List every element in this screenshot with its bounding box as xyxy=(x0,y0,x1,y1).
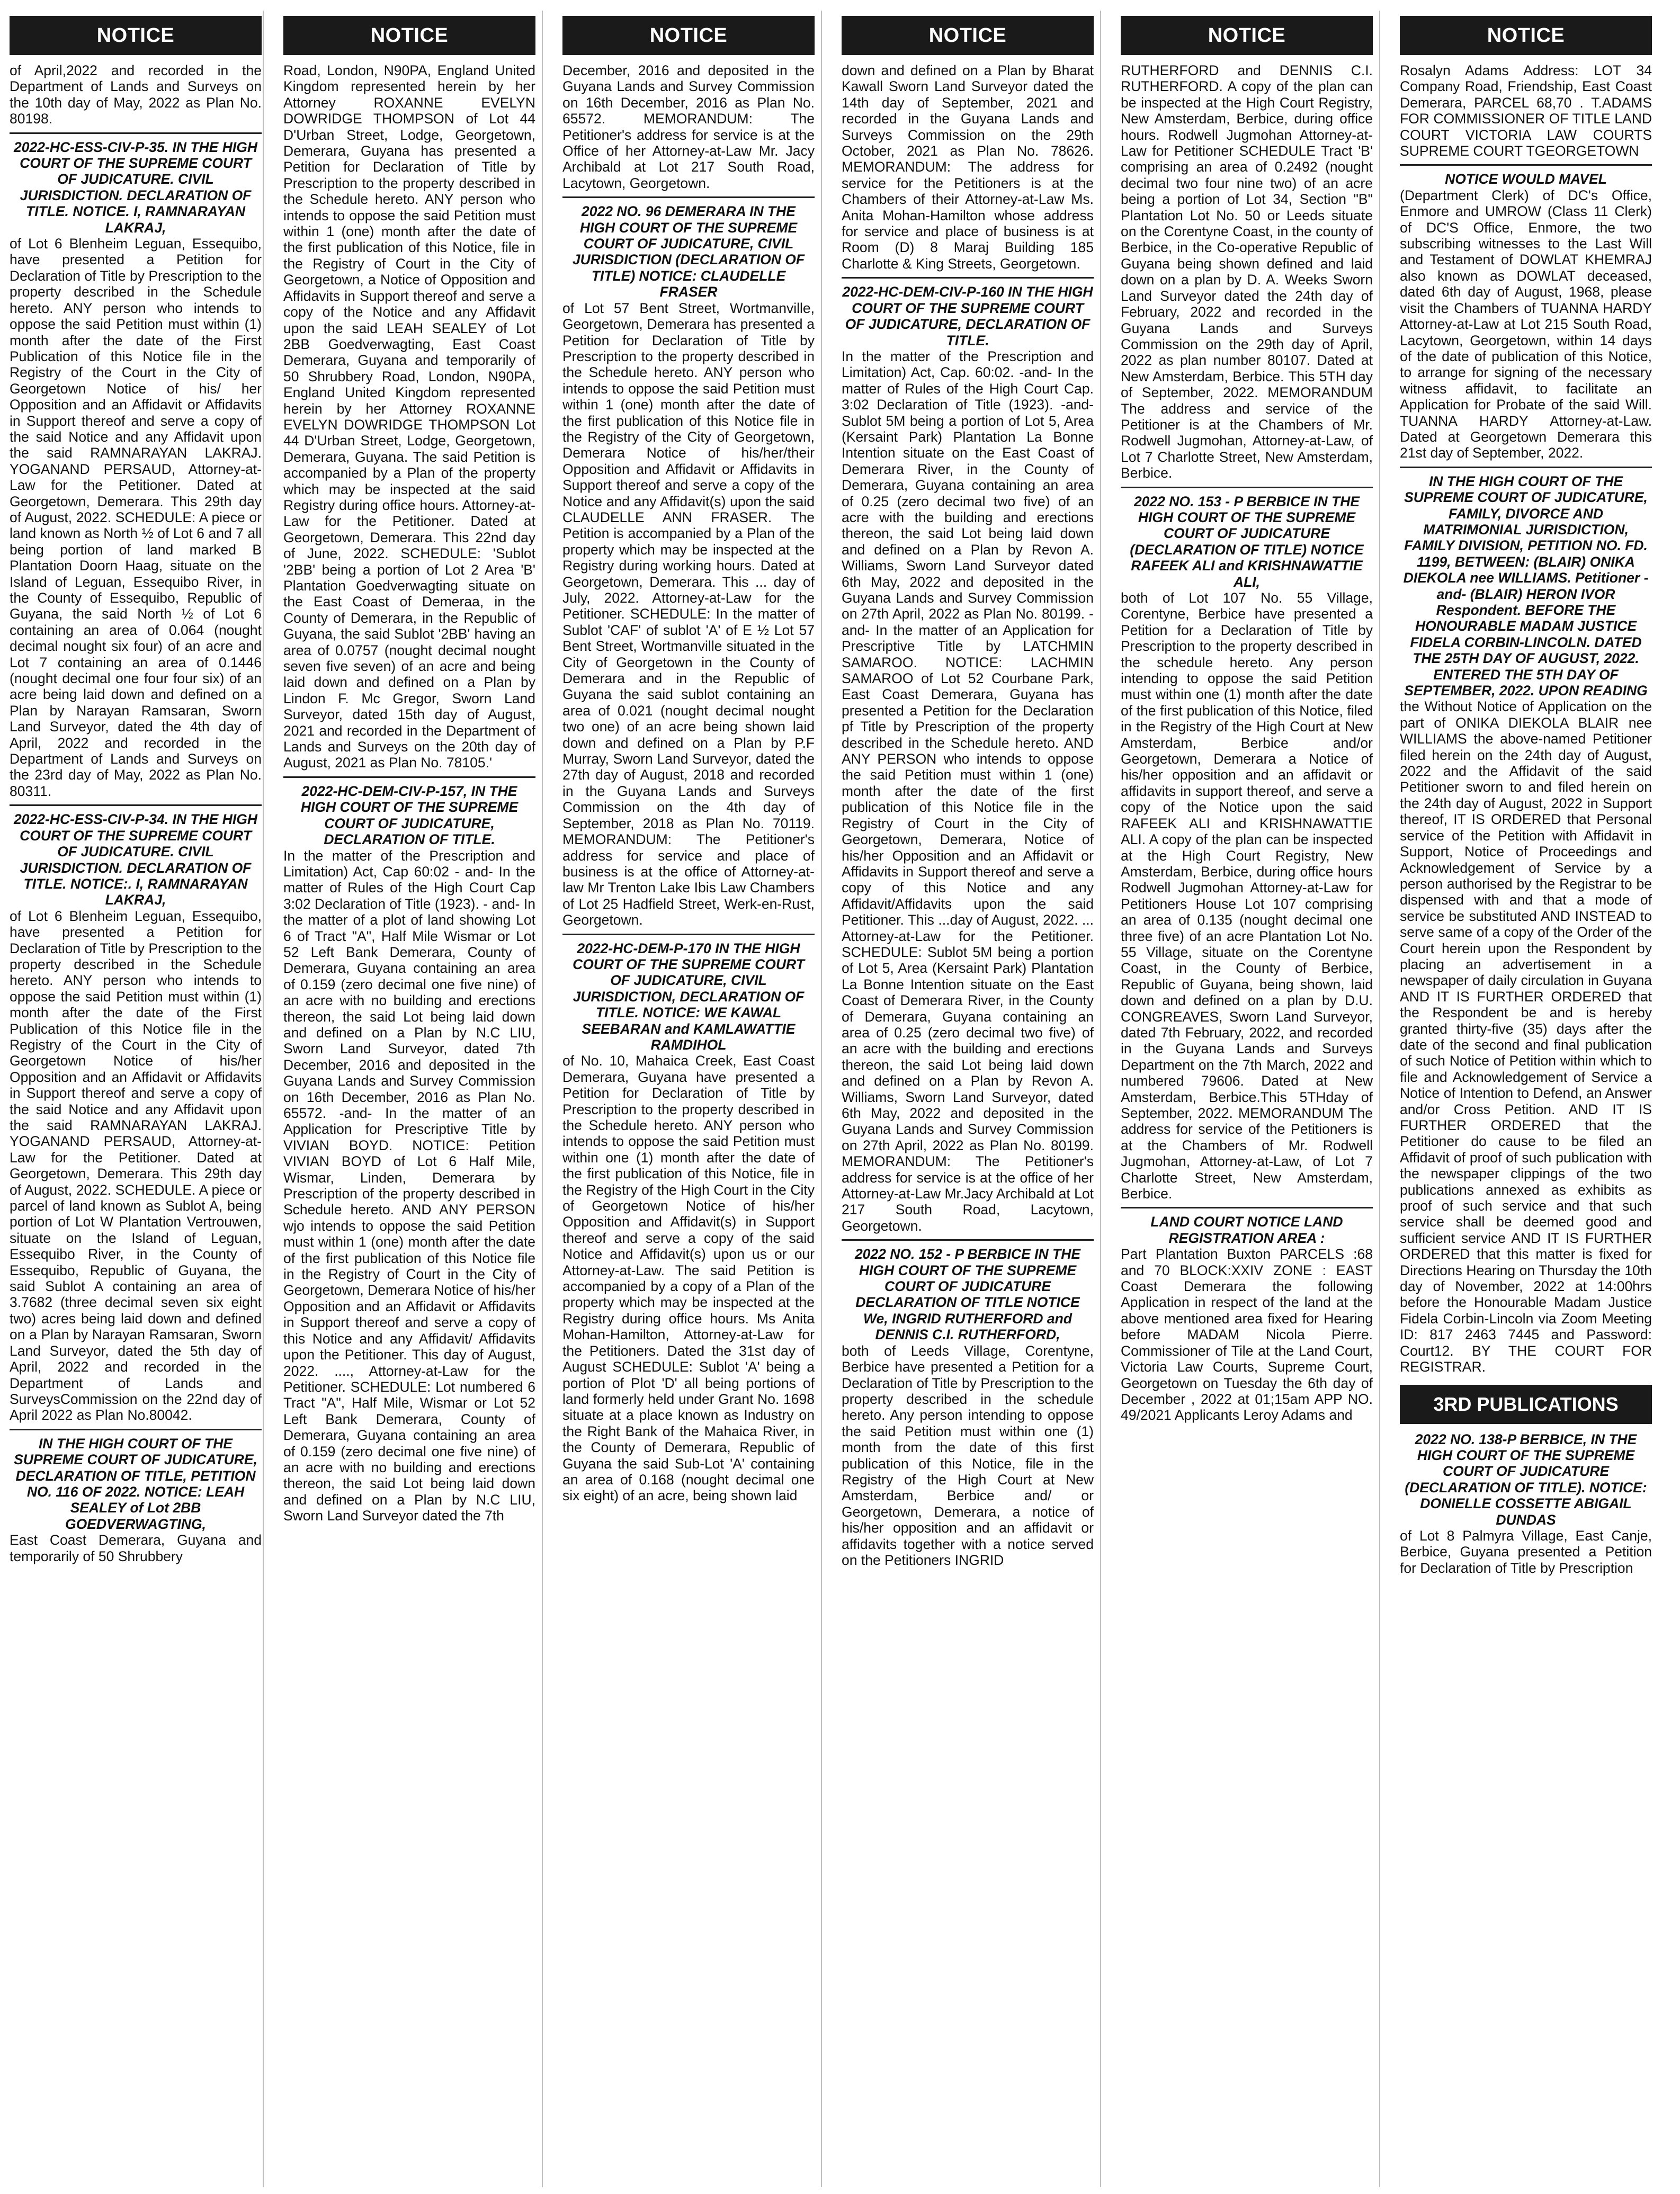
notice-heading: 2022 NO. 96 DEMERARA IN THE HIGH COURT OF THE SUPREME COURT OF JUDICATURE, CIVIL JURISDICTION (DECLARATION OF TITLE) NOTICE: CLAUDELLE FRASER xyxy=(572,203,805,300)
notice-heading: 2022-HC-DEM-P-170 IN THE HIGH COURT OF THE SUPREME COURT OF JUDICATURE, CIVIL JURISDICTION, DECLARATION OF TITLE. NOTICE: WE KAWAL SEEBARAN and KAMLAWATTIE RAMDIHOL xyxy=(573,940,805,1053)
column-header: NOTICE xyxy=(1400,16,1652,55)
notice-heading: 2022-HC-ESS-CIV-P-34. IN THE HIGH COURT OF THE SUPREME COURT OF JUDICATURE. CIVIL JURISDICTION. DECLARATION OF TITLE. NOTICE:. I, RAMNARAYAN LAKRAJ, xyxy=(14,811,257,908)
notice-heading: IN THE HIGH COURT OF THE SUPREME COURT OF JUDICATURE, FAMILY, DIVORCE AND MATRIMONIAL JURISDICTION, FAMILY DIVISION, PETITION NO. FD. 1199, BETWEEN: (BLAIR) ONIKA DIEKOLA nee WILLIAMS. Petitioner -and- (BLAIR) HERON IVOR Respondent. BEFORE THE HONOURABLE MADAM JUSTICE FIDELA CORBIN-LINCOLN. DATED THE 25TH DAY OF AUGUST, 2022. ENTERED THE 5TH DAY OF SEPTEMBER, 2022. UPON READING xyxy=(1403,473,1649,699)
notice-body: East Coast Demerara, Guyana and temporarily of 50 Shrubbery xyxy=(10,1532,262,1564)
column-header: NOTICE xyxy=(562,16,815,55)
notice-continuation: of April,2022 and recorded in the Department of Lands and Surveys on the 10th day of May, 2022 as Plan No. 80198. xyxy=(10,62,262,127)
notice-divider xyxy=(10,804,262,806)
notice-divider xyxy=(10,1429,262,1430)
notice-heading: 2022 NO. 153 - P BERBICE IN THE HIGH COURT OF THE SUPREME COURT OF JUDICATURE (DECLARATION OF TITLE) NOTICE RAFEEK ALI and KRISHNAWATTIE ALI, xyxy=(1130,493,1364,590)
notice-heading: 2022-HC-DEM-CIV-P-160 IN THE HIGH COURT OF THE SUPREME COURT OF JUDICATURE, DECLARATION OF TITLE. xyxy=(842,284,1093,348)
notice-body: both of Leeds Village, Corentyne, Berbice have presented a Petition for a Declaration of Title by Prescription to the property described in the schedule hereto. Any person intending to oppose the said Petition must within one (1) month from the date of this first publication of this Notice, file in the Registry of the High Court at New Amsterdam, Berbice and/ or Georgetown, Demerara, a notice of his/her opposition and an affidavit or affidavits together with a notice served on the Petitioners INGRID xyxy=(842,1342,1094,1568)
column-5 xyxy=(1121,16,1373,2187)
column-divider xyxy=(542,11,543,2187)
notice xyxy=(1121,494,1373,1202)
notice-body: of Lot 8 Palmyra Village, East Canje, Berbice, Guyana presented a Petition for Declaration of Title by Prescription xyxy=(1400,1527,1652,1576)
notice-heading: 2022 NO. 152 - P BERBICE IN THE HIGH COURT OF THE SUPREME COURT OF JUDICATURE DECLARATION OF TITLE NOTICE We, INGRID RUTHERFORD and DENNIS C.I. RUTHERFORD, xyxy=(854,1246,1081,1343)
notice-heading: 2022 NO. 138-P BERBICE, IN THE HIGH COURT OF THE SUPREME COURT OF JUDICATURE (DECLARATION OF TITLE). NOTICE: DONIELLE COSSETTE ABIGAIL DUNDAS xyxy=(1405,1431,1647,1528)
notice xyxy=(1400,1431,1652,1577)
notice-body: both of Lot 107 No. 55 Village, Corentyne, Berbice have presented a Petition for a Declaration of Title by Prescription to the property described in the schedule hereto. Any person intending to oppose the said Petition must within one (1) month after the date of the first publication of this Notice, filed in the Registry of the High Court at New Amsterdam, Berbice and/or Georgetown, Demerara a Notice of his/her opposition and an affidavit or affidavits in support thereof, and serve a copy of the Notice upon the said RAFEEK ALI and KRISHNAWATTIE ALI. A copy of the plan can be inspected at the High Court Registry, New Amsterdam, Berbice, during office hours Rodwell Jugmohan Attorney-at-Law for Petitioners House Lot 107 comprising an area of 0.135 (nought decimal one three five) of an acre Plantation Lot No. 55 Village, situate on the Corentyne Coast, in the County of Berbice, Republic of Guyana, being shown, laid down and defined on a plan by D.U. CONGREAVES, Sworn Land Surveyor, dated 7th February, 2022, and recorded in the Guyana Lands and Surveys Department on the 7th March, 2022 and numbered 79606. Dated at New Amsterdam, Berbice.This 5THday of September, 2022. MEMORANDUM The address for service of the Petitioners is at the Chambers of Mr. Rodwell Jugmohan, Attorney-at-Law, of Lot 7 Charlotte Street, New Amsterdam, Berbice. xyxy=(1121,590,1373,1202)
notice-divider xyxy=(283,776,535,778)
notice-heading: 2022-HC-ESS-CIV-P-35. IN THE HIGH COURT OF THE SUPREME COURT OF JUDICATURE. CIVIL JURISDICTION. DECLARATION OF TITLE. NOTICE. I, RAMNARAYAN LAKRAJ, xyxy=(14,139,257,236)
notice-body: of Lot 57 Bent Street, Wortmanville, Georgetown, Demerara has presented a Petition for Declaration of Title by Prescription to the property described in the Schedule hereto. ANY person who intends to oppose the said Petition must within 1 (one) month after the date of the first publication of this Notice file in the Registry of the City of Georgetown, Demerara Notice of his/her/their Opposition and Affidavit or Affidavits in Support thereof and serve a copy of the Notice and any Affidavit(s) upon the said CLAUDELLE ANN FRASER. The Petition is accompanied by a Plan of the property which may be inspected at the Registry during working hours. Dated at Georgetown, Demerara. This ... day of July, 2022. Attorney-at-Law for the Petitioner. SCHEDULE: In the matter of Sublot 'CAF' of sublot 'A' of E ½ Lot 57 Bent Street, Wortmanville situated in the City of Georgetown in the County of Demerara and in the Republic of Guyana the said sublot containing an area of 0.021 (nought decimal nought two one) of an acre being shown laid down and defined on a Plan by P.F Murray, Sworn Land Surveyor, dated the 27th day of August, 2018 and recorded in the Guyana Lands and Surveys Commission on the 4th day of September, 2018 as Plan No. 70119. MEMORANDUM: The Petitioner's address for service and place of business is at the office of Attorney-at-law Mr Trenton Lake Ibis Law Chambers of Lot 25 Hadfield Street, Werk-en-Rust, Georgetown. xyxy=(562,300,815,928)
notice xyxy=(562,941,815,1504)
column-2 xyxy=(283,16,535,2187)
column-header: NOTICE xyxy=(283,16,535,55)
notice xyxy=(283,783,535,1524)
notice-divider xyxy=(562,196,815,198)
notice-body: In the matter of the Prescription and Limitation) Act, Cap. 60:02. -and- In the matter of Rules of the High Court Cap. 3:02 Declaration of Title (1923). -and- Sublot 5M being a portion of Lot 5, Area (Kersaint Park) Plantation La Bonne Intention situate on the East Coast of Demerara River, in the County of Demerara, Guyana containing an area of 0.25 (zero decimal two five) of an acre with the building and erections thereon, the said Lot being laid down and defined on a Plan by Revon A. Williams, Sworn Land Surveyor dated 6th May, 2022 and deposited in the Guyana Lands and Survey Commission on 27th April, 2022 as Plan No. 80199. -and- In the matter of an Application for Prescriptive Title by LATCHMIN SAMAROO. NOTICE: LACHMIN SAMAROO of Lot 52 Courbane Park, East Coast Demerara, Guyana has presented a Petition for the Declaration pf Title by Prescription of the property described in the Schedule hereto. AND ANY PERSON who intends to oppose the said Petition must within 1 (one) month after the date of the first publication of this Notice file in the Registry of Court in the City of Georgetown, Demerara, Notice of his/her Opposition and an Affidavit or Affidavits in Support thereof and serve a copy of this Notice and any Affidavit/Affidavits upon the said Petitioner. This ...day of August, 2022. ... Attorney-at-Law for the Petitioner. SCHEDULE: Sublot 5M being a portion of Lot 5, Area (Kersaint Park) Plantation La Bonne Intention situate on the East Coast of Demerara River, in the County of Demerara, Guyana containing an area of 0.25 (zero decimal two five) of an acre with the building and erections thereon, the said Lot being laid down and defined on a Plan by Revon A. Williams, Sworn Land Surveyor, dated 6th May, 2022 and deposited in the Guyana Lands and Survey Commission on 27th April, 2022 as Plan No. 80199. MEMORANDUM: The Petitioner's address for service is at the office of her Attorney-at-Law Mr.Jacy Archibald at Lot 217 South Road, Lacytown, Georgetown. xyxy=(842,348,1094,1234)
notice-body: the Without Notice of Application on the part of ONIKA DIEKOLA BLAIR nee WILLIAMS the above-named Petitioner filed herein on the 24th day of August, 2022 and the Affidavit of the said Petitioner sworn to and filed herein on the 24th day of August, 2022 in Support thereof, IT IS ORDERED that Personal service of the Petition with Affidavit in Support, Notice of Proceedings and Acknowledgement of Service by a person authorised by the Registrar to be dispensed with and that a mode of service be substituted AND INSTEAD to serve same of a copy of the Order of the Court herein upon the Respondent by placing an advertisement in a newspaper of daily circulation in Guyana AND IT IS FURTHER ORDERED that the Respondent be and is hereby granted thirty-five (35) days after the date of the second and final publication of such Notice of Petition within which to file and Acknowledgement of Service a Notice of Intention to Defend, an Answer and/or Cross Petition. AND IT IS FURTHER ORDERED that the Petitioner do cause to be filed an Affidavit of proof of such publication with the newspaper clippings of the two publications annexed as exhibits as proof of such service and that such service shall be deemed good and sufficient service AND IT IS FURTHER ORDERED that this matter is fixed for Directions Hearing on Thursday the 10th day of November, 2022 at 14:00hrs before the Honourable Madam Justice Fidela Corbin-Lincoln via Zoom Meeting ID: 817 2463 7445 and Password: Court12. BY THE COURT FOR REGISTRAR. xyxy=(1400,699,1652,1375)
notice xyxy=(10,139,262,800)
notice xyxy=(1121,1214,1373,1423)
notice-divider xyxy=(1121,487,1373,488)
notice-divider xyxy=(1400,467,1652,468)
notice-body: of No. 10, Mahaica Creek, East Coast Demerara, Guyana have presented a Petition for Declaration of Title by Prescription to the property described in the Schedule hereto. ANY person who intends to oppose the said Petition must within one (1) month after the date of the first publication of this Notice, file in the Registry of the High Court in the City of Georgetown Notice of his/her Opposition and Affidavit(s) in Support thereof and serve a copy of the said Notice and Affidavit(s) upon us or our Attorney-at-Law. The said Petition is accompanied by a copy of a Plan of the property which may be inspected at the Registry during office hours. Ms Anita Mohan-Hamilton, Attorney-at-Law for the Petitioners. Dated the 31st day of August SCHEDULE: Sublot 'A' being a portion of Plot 'D' all being portions of land formerly held under Grant No. 1698 situate at a place known as Industry on the Right Bank of the Mahaica River, in the County of Demerara, Republic of Guyana the said Sub-Lot 'A' containing an area of 0.168 (nought decimal one six eight) of an acre, being shown laid xyxy=(562,1053,815,1504)
notice-divider xyxy=(842,1239,1094,1241)
notice-body: of Lot 6 Blenheim Leguan, Essequibo, have presented a Petition for Declaration of Title by Prescription to the property described in the Schedule hereto. ANY person who intends to oppose the said Petition must within (1) month after the date of the First Publication of this Notice file in the Registry of the Court in the City of Georgetown Notice of his/ her Opposition and an Affidavit or Affidavits in Support thereof and serve a copy of the said Notice and any Affidavit upon the said RAMNARAYAN LAKRAJ. YOGANAND PERSAUD, Attorney-at-Law for the Petitioner. Dated at Georgetown, Demerara. This 29th day of August, 2022. SCHEDULE: A piece or land known as North ½ of Lot 6 and 7 all being portion of land marked B Plantation Doorn Haag, situate on the Island of Leguan, Essequibo River, in the County of Essequibo, Republic of Guyana, the said North ½ of Lot 6 containing an area of 0.064 (nought decimal nought six four) of an acre and Lot 7 containing an area of 0.1446 (nought decimal one four four six) of an acre being laid down and defined on a Plan by Narayan Ramsaran, Sworn Land Surveyor, dated the 4th day of April, 2022 and recorded in the Department of Lands and Surveys on the 23rd day of May, 2022 as Plan No. 80311. xyxy=(10,236,262,799)
column-divider xyxy=(1100,11,1101,2187)
notice-body: In the matter of the Prescription and Limitation) Act, Cap 60:02 - and- In the matter of Rules of the High Court Cap 3:02 Declaration of Title (1923). - and- In the matter of a plot of land showing Lot 6 of Tract "A", Half Mile Wismar or Lot 52 Left Bank Demerara, County of Demerara, Guyana containing an area of 0.159 (zero decimal one five nine) of an acre with no building and erections thereon, the said Lot being laid down and defined on a Plan by N.C LIU, Sworn Land Surveyor, dated 7th December, 2016 and deposited in the Guyana Lands and Survey Commission on 16th December, 2016 as Plan No. 65572. -and- In the matter of an Application for Prescriptive Title by VIVIAN BOYD. NOTICE: Petition VIVIAN BOYD of Lot 6 Half Mile, Wismar, Linden, Demerara by Prescription of the property described in Schedule hereto. AND ANY PERSON wjo intends to oppose the said Petition must within 1 (one) month after the date of the first publication of this Notice file in the Registry of Court in the City of Georgetown, Demerara Notice of his/her Opposition and an Affidavit or Affidavits in Support thereof and serve a copy of this Notice and any Affidavit/ Affidavits upon the Petitioner. This day of August, 2022. ...., Attorney-at-Law for the Petitioner. SCHEDULE: Lot numbered 6 Tract "A", Half Mile, Wismar or Lot 52 Left Bank Demerara, County of Demerara, Guyana containing an area of 0.159 (zero decimal one five nine) of an acre with no building and erections thereon, the said Lot being laid down and defined on a Plan by N.C LIU, Sworn Land Surveyor dated the 7th xyxy=(283,847,535,1524)
notice-continuation: down and defined on a Plan by Bharat Kawall Sworn Land Surveyor dated the 14th day of September, 2021 and recorded in the Guyana Lands and Surveys Commission on the 29th October, 2021 as Plan No. 78626. MEMORANDUM: The address for service for the Petitioners is at the Chambers of their Attorney-at-Law Ms. Anita Mohan-Hamilton whose address for service and place of business is at Room (D) 8 Maraj Building 185 Charlotte & King Streets, Georgetown. xyxy=(842,62,1094,272)
notice xyxy=(10,811,262,1423)
section-header: 3RD PUBLICATIONS xyxy=(1400,1385,1652,1424)
column-divider xyxy=(1379,11,1380,2187)
notice-continuation: December, 2016 and deposited in the Guyana Lands and Survey Commission on 16th December, 2016 as Plan No. 65572. MEMORANDUM: The Petitioner's address for service is at the Office of her Attorney-at-Law Mr. Jacy Archibald at Lot 217 South Road, Lacytown, Georgetown. xyxy=(562,62,815,191)
notice xyxy=(10,1436,262,1564)
notice-heading: NOTICE WOULD MAVEL xyxy=(1445,171,1607,187)
column-divider xyxy=(263,11,264,2187)
column-6 xyxy=(1400,16,1652,2187)
column-header: NOTICE xyxy=(1121,16,1373,55)
column-1 xyxy=(10,16,262,2187)
notice xyxy=(842,1246,1094,1568)
notice-continuation: RUTHERFORD and DENNIS C.I. RUTHERFORD. A copy of the plan can be inspected at the High Court Registry, New Amsterdam, Berbice, during office hours. Rodwell Jugmohan Attorney-at-Law for Petitioner SCHEDULE Tract 'B' comprising an area of 0.2492 (nought decimal two four nine two) of an acre being a portion of Lot 34, Section "B" Plantation Lot No. 50 or Leeds situate on the Corentyne Coast, in the county of Berbice, in the Co-operative Republic of Guyana being shown defined and laid down on a plan by D. A. Weeks Sworn Land Surveyor dated the 24th day of February, 2022 and recorded in the Guyana Lands and Surveys Commission on the 29th day of April, 2022 as plan number 80107. Dated at New Amsterdam, Berbice. This 5TH day of September, 2022. MEMORANDUM The address and service of the Petitioner is at the Chambers of Mr. Rodwell Jugmohan, Attorney-at-Law, of Lot 7 Charlotte Street, New Amsterdam, Berbice. xyxy=(1121,62,1373,481)
notice xyxy=(1400,171,1652,461)
notice-divider xyxy=(562,934,815,935)
notice-divider xyxy=(842,277,1094,279)
notice-body: of Lot 6 Blenheim Leguan, Essequibo, have presented a Petition for Declaration of Title by Prescription to the property described in the Schedule hereto. ANY person who intends to oppose the said Petition must within (1) month after the date of the First Publication of this Notice file in the Registry of the Court in the City of Georgetown Notice of his/her Opposition and an Affidavit or Affidavits in Support thereof and serve a copy of the said Notice and any Affidavit upon the said RAMNARAYAN LAKRAJ. YOGANAND PERSAUD, Attorney-at-Law for the Petitioner. Dated at Georgetown, Demerara. This 29th day of August, 2022. SCHEDULE. A piece or parcel of land known as Sublot A, being portion of Lot W Plantation Vertrouwen, situate on the Island of Leguan, Essequibo River, in the County of Essequibo, Republic of Guyana, the said Sublot A containing an area of 3.7682 (three decimal seven six eight two) acres being laid down and defined on a Plan by Narayan Ramsaran, Sworn Land Surveyor, dated the 5th day of April, 2022 and recorded in the Department of Lands and SurveysCommission on the 22nd day of April 2022 as Plan No.80042. xyxy=(10,908,262,1423)
notice-body: Part Plantation Buxton PARCELS :68 and 70 BLOCK:XXIV ZONE : EAST Coast Demerara the following Application in respect of the land at the above mentioned area fixed for Hearing before MADAM Nicola Pierre. Commissioner of Tile at the Land Court, Victoria Law Courts, Supreme Court, Georgetown on Tuesday the 6th day of December , 2022 at 01;15am APP NO. 49/2021 Applicants Leroy Adams and xyxy=(1121,1246,1373,1423)
column-3 xyxy=(562,16,815,2187)
notice-divider xyxy=(1400,164,1652,166)
column-divider xyxy=(821,11,822,2187)
notice xyxy=(1400,473,1652,1375)
column-4 xyxy=(842,16,1094,2187)
notice-continuation: Road, London, N90PA, England United Kingdom represented herein by her Attorney ROXANNE EVELYN DOWRIDGE THOMPSON of Lot 44 D'Urban Street, Lodge, Georgetown, Demerara, Guyana has presented a Petition for Declaration of Title by Prescription to the property described in the Schedule hereto. ANY person who intends to oppose the said Petition must within 1 (one) month after the date of the first publication of this Notice, file in the Registry of Court in the City of Georgetown, a Notice of Opposition and Affidavits in Support thereof and serve a copy of the Notice and any Affidavit upon the said LEAH SEALEY of Lot 2BB Goedverwagting, East Coast Demerara, Guyana and temporarily of 50 Shrubbery Road, London, N90PA, England United Kingdom represented herein by her Attorney ROXANNE EVELYN DOWRIDGE THOMPSON Lot 44 D'Urban Street, Lodge, Georgetown, Demerara, Guyana. The said Petition is accompanied by a Plan of the property which may be inspected at the said Registry during office hours. Attorney-at-Law for the Petitioner. Dated at Georgetown, Demerara. This 22nd day of June, 2022. SCHEDULE: 'Sublot '2BB' being a portion of Lot 2 Area 'B' Plantation Goedverwagting situate on the East Coast of Demeraa, in the County of Demerara, in the Republic of Guyana, the said Sublot '2BB' having an area of 0.0757 (nought decimal nought seven five seven) of an acre and being laid down and defined on a Plan by Lindon F. Mc Gregor, Sworn Land Surveyor, dated 15th day of August, 2021 and recorded in the Department of Lands and Surveys on the 20th day of August, 2021 as Plan No. 78105.' xyxy=(283,62,535,771)
notice xyxy=(842,284,1094,1234)
notice-continuation: Rosalyn Adams Address: LOT 34 Company Road, Friendship, East Coast Demerara, PARCEL 68,70 . T.ADAMS FOR COMMISSIONER OF TITLE LAND COURT VICTORIA LAW COURTS SUPREME COURT TGEORGETOWN xyxy=(1400,62,1652,159)
notice-heading: IN THE HIGH COURT OF THE SUPREME COURT OF JUDICATURE, DECLARATION OF TITLE, PETITION NO. 116 OF 2022. NOTICE: LEAH SEALEY of Lot 2BB GOEDVERWAGTING, xyxy=(14,1435,257,1532)
column-header: NOTICE xyxy=(842,16,1094,55)
notice-body: (Department Clerk) of DC's Office, Enmore and UMROW (Class 11 Clerk) of DC'S Office, Enmore, the two subscribing witnesses to the Last Will and Testament of DOWLAT KHEMRAJ also known as DOWLAT deceased, dated 6th day of August, 1968, please visit the Chambers of TUANNA HARDY Attorney-at-Law at Lot 215 South Road, Lacytown, Georgetown, within 14 days of the date of publication of this Notice, to arrange for signing of the necessary witness affidavit, to facilitate an Application for Probate of the said Will. TUANNA HARDY Attorney-at-Law. Dated at Georgetown Demerara this 21st day of September, 2022. xyxy=(1400,187,1652,461)
notice-heading: 2022-HC-DEM-CIV-P-157, IN THE HIGH COURT OF THE SUPREME COURT OF JUDICATURE, DECLARATION OF TITLE. xyxy=(300,783,519,848)
notice-heading: LAND COURT NOTICE LAND REGISTRATION AREA : xyxy=(1150,1214,1343,1246)
column-header: NOTICE xyxy=(10,16,262,55)
notice-divider xyxy=(1121,1207,1373,1208)
notice-divider xyxy=(10,132,262,134)
notice xyxy=(562,203,815,928)
